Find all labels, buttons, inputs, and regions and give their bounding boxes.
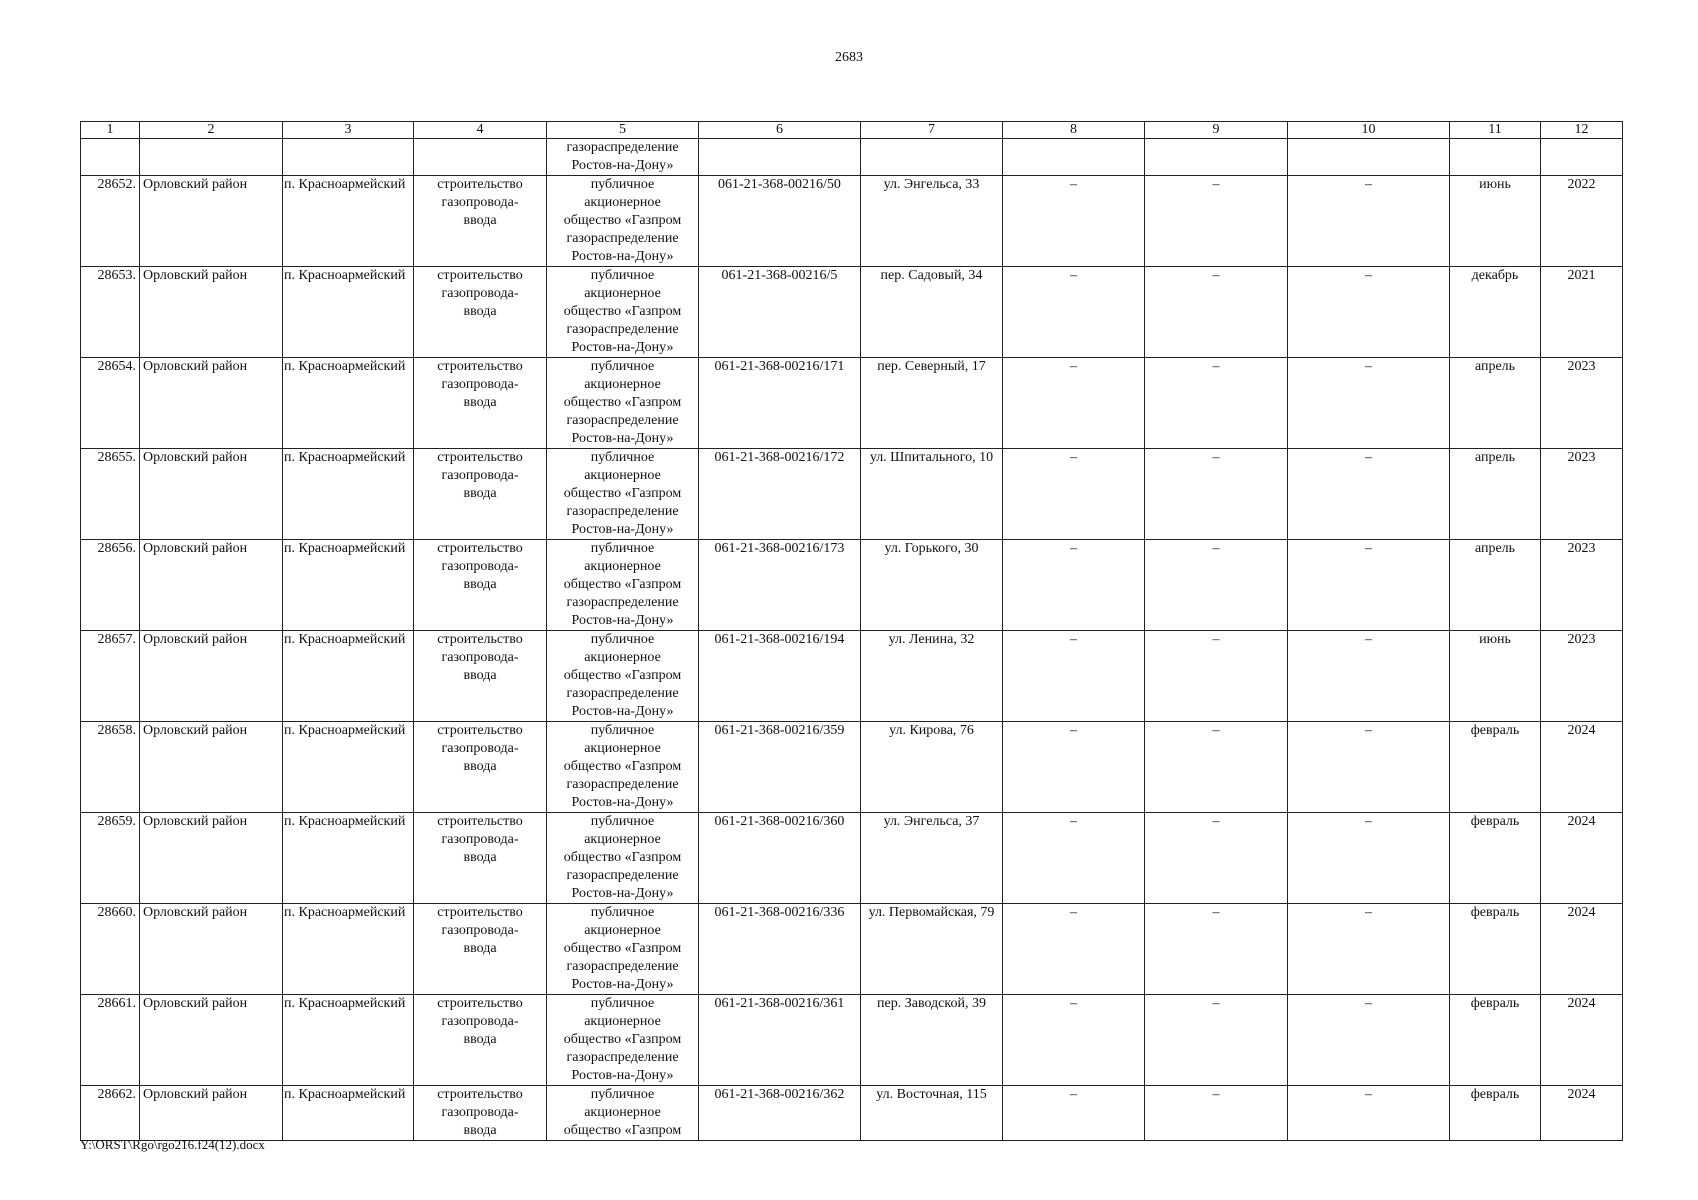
column-8-cell: – [1003,176,1145,267]
column-9-cell: – [1145,995,1288,1086]
organization-cell: публичное акционерное общество «Газпром газораспределение Ростов-на-Дону» [547,813,699,904]
row-number-cell: 28659. [81,813,140,904]
organization-cell: публичное акционерное общество «Газпром газораспределение Ростов-на-Дону» [547,358,699,449]
year-cell: 2023 [1541,358,1623,449]
table-row [81,540,1623,631]
address-cell: ул. Восточная, 115 [861,1086,1003,1141]
organization-cell: публичное акционерное общество «Газпром газораспределение Ростов-на-Дону» [547,267,699,358]
table-row [81,449,1623,540]
table-row [81,904,1623,995]
table-row [81,813,1623,904]
row-number-cell: 28656. [81,540,140,631]
column-header: 2 [140,122,283,139]
column-header: 7 [861,122,1003,139]
column-9-cell: – [1145,1086,1288,1141]
settlement-cell: п. Красноармейский [283,995,414,1086]
year-cell: 2022 [1541,176,1623,267]
column-9-cell: – [1145,904,1288,995]
year-cell: 2024 [1541,722,1623,813]
month-cell: декабрь [1450,267,1541,358]
code-cell: 061-21-368-00216/336 [699,904,861,995]
row-number-cell: 28660. [81,904,140,995]
column-10-cell: – [1288,631,1450,722]
work-type-cell: строительство газопровода- ввода [414,631,547,722]
year-cell: 2024 [1541,904,1623,995]
settlement-cell: п. Красноармейский [283,631,414,722]
column-8-cell: – [1003,449,1145,540]
work-type-cell: строительство газопровода- ввода [414,995,547,1086]
district-cell: Орловский район [140,722,283,813]
column-9-cell: – [1145,631,1288,722]
table-row [81,176,1623,267]
code-cell: 061-21-368-00216/5 [699,267,861,358]
work-type-cell: строительство газопровода- ввода [414,904,547,995]
row-number-cell: 28661. [81,995,140,1086]
month-cell: февраль [1450,995,1541,1086]
column-8-cell: – [1003,540,1145,631]
address-cell: ул. Кирова, 76 [861,722,1003,813]
code-cell: 061-21-368-00216/362 [699,1086,861,1141]
district-cell: Орловский район [140,813,283,904]
table-row [81,995,1623,1086]
address-cell: ул. Шпитального, 10 [861,449,1003,540]
code-cell: 061-21-368-00216/361 [699,995,861,1086]
address-cell: ул. Первомайская, 79 [861,904,1003,995]
district-cell: Орловский район [140,267,283,358]
column-9-cell: – [1145,449,1288,540]
column-10-cell: – [1288,995,1450,1086]
settlement-cell: п. Красноармейский [283,449,414,540]
column-8-cell: – [1003,813,1145,904]
district-cell: Орловский район [140,449,283,540]
month-cell: февраль [1450,722,1541,813]
row-number-cell: 28655. [81,449,140,540]
column-header: 11 [1450,122,1541,139]
month-cell: апрель [1450,358,1541,449]
column-header: 5 [547,122,699,139]
code-cell: 061-21-368-00216/360 [699,813,861,904]
row-number-cell: 28658. [81,722,140,813]
address-cell: ул. Горького, 30 [861,540,1003,631]
month-cell: июнь [1450,176,1541,267]
address-cell: пер. Северный, 17 [861,358,1003,449]
year-cell: 2023 [1541,631,1623,722]
code-cell: 061-21-368-00216/359 [699,722,861,813]
month-cell: февраль [1450,813,1541,904]
org-cell: газораспределение Ростов-на-Дону» [547,139,699,176]
column-10-cell: – [1288,358,1450,449]
code-cell: 061-21-368-00216/194 [699,631,861,722]
column-9-cell: – [1145,540,1288,631]
work-type-cell: строительство газопровода- ввода [414,267,547,358]
header-row [81,122,1623,139]
work-type-cell: строительство газопровода- ввода [414,813,547,904]
organization-cell: публичное акционерное общество «Газпром газораспределение Ростов-на-Дону» [547,176,699,267]
column-10-cell: – [1288,176,1450,267]
data-table [80,121,1623,1141]
settlement-cell: п. Красноармейский [283,358,414,449]
year-cell: 2023 [1541,449,1623,540]
organization-cell: публичное акционерное общество «Газпром [547,1086,699,1141]
code-cell: 061-21-368-00216/173 [699,540,861,631]
settlement-cell: п. Красноармейский [283,176,414,267]
column-8-cell: – [1003,267,1145,358]
column-9-cell: – [1145,813,1288,904]
column-header: 4 [414,122,547,139]
column-10-cell: – [1288,540,1450,631]
district-cell: Орловский район [140,358,283,449]
address-cell: ул. Энгельса, 33 [861,176,1003,267]
column-8-cell: – [1003,995,1145,1086]
column-8-cell: – [1003,1086,1145,1141]
month-cell: июнь [1450,631,1541,722]
column-8-cell: – [1003,904,1145,995]
work-type-cell: строительство газопровода- ввода [414,358,547,449]
district-cell: Орловский район [140,631,283,722]
year-cell: 2023 [1541,540,1623,631]
address-cell: ул. Ленина, 32 [861,631,1003,722]
settlement-cell: п. Красноармейский [283,1086,414,1141]
organization-cell: публичное акционерное общество «Газпром газораспределение Ростов-на-Дону» [547,449,699,540]
month-cell: апрель [1450,540,1541,631]
row-number-cell: 28657. [81,631,140,722]
district-cell: Орловский район [140,904,283,995]
column-10-cell: – [1288,449,1450,540]
column-header: 9 [1145,122,1288,139]
table-row [81,722,1623,813]
column-9-cell: – [1145,358,1288,449]
column-header: 6 [699,122,861,139]
organization-cell: публичное акционерное общество «Газпром газораспределение Ростов-на-Дону» [547,540,699,631]
footer-file-path: Y:\ORST\Rgo\rgo216.f24(12).docx [80,1137,265,1152]
month-cell: февраль [1450,1086,1541,1141]
work-type-cell: строительство газопровода- ввода [414,1086,547,1141]
year-cell: 2024 [1541,1086,1623,1141]
code-cell: 061-21-368-00216/171 [699,358,861,449]
column-10-cell: – [1288,722,1450,813]
column-10-cell: – [1288,813,1450,904]
column-10-cell: – [1288,904,1450,995]
organization-cell: публичное акционерное общество «Газпром газораспределение Ростов-на-Дону» [547,995,699,1086]
address-cell: пер. Заводской, 39 [861,995,1003,1086]
column-10-cell: – [1288,1086,1450,1141]
column-header: 8 [1003,122,1145,139]
work-type-cell: строительство газопровода- ввода [414,176,547,267]
year-cell: 2024 [1541,995,1623,1086]
month-cell: апрель [1450,449,1541,540]
organization-cell: публичное акционерное общество «Газпром газораспределение Ростов-на-Дону» [547,904,699,995]
settlement-cell: п. Красноармейский [283,722,414,813]
column-9-cell: – [1145,267,1288,358]
column-header: 12 [1541,122,1623,139]
district-cell: Орловский район [140,995,283,1086]
column-9-cell: – [1145,176,1288,267]
work-type-cell: строительство газопровода- ввода [414,722,547,813]
row-number-cell: 28654. [81,358,140,449]
settlement-cell: п. Красноармейский [283,813,414,904]
district-cell: Орловский район [140,1086,283,1141]
work-type-cell: строительство газопровода- ввода [414,540,547,631]
settlement-cell: п. Красноармейский [283,267,414,358]
year-cell: 2024 [1541,813,1623,904]
table-row [81,358,1623,449]
settlement-cell: п. Красноармейский [283,904,414,995]
row-number-cell: 28652. [81,176,140,267]
code-cell: 061-21-368-00216/50 [699,176,861,267]
row-number-cell: 28662. [81,1086,140,1141]
month-cell: февраль [1450,904,1541,995]
code-cell: 061-21-368-00216/172 [699,449,861,540]
column-10-cell: – [1288,267,1450,358]
organization-cell: публичное акционерное общество «Газпром газораспределение Ростов-на-Дону» [547,722,699,813]
column-header: 10 [1288,122,1450,139]
table-row [81,1086,1623,1141]
organization-cell: публичное акционерное общество «Газпром газораспределение Ростов-на-Дону» [547,631,699,722]
column-8-cell: – [1003,358,1145,449]
work-type-cell: строительство газопровода- ввода [414,449,547,540]
column-header: 1 [81,122,140,139]
column-header: 3 [283,122,414,139]
table-row [81,631,1623,722]
address-cell: пер. Садовый, 34 [861,267,1003,358]
column-8-cell: – [1003,631,1145,722]
table-row [81,267,1623,358]
column-9-cell: – [1145,722,1288,813]
district-cell: Орловский район [140,176,283,267]
column-8-cell: – [1003,722,1145,813]
year-cell: 2021 [1541,267,1623,358]
continuation-row [81,139,1623,176]
row-number-cell: 28653. [81,267,140,358]
district-cell: Орловский район [140,540,283,631]
settlement-cell: п. Красноармейский [283,540,414,631]
page-number: 2683 [835,50,863,65]
address-cell: ул. Энгельса, 37 [861,813,1003,904]
